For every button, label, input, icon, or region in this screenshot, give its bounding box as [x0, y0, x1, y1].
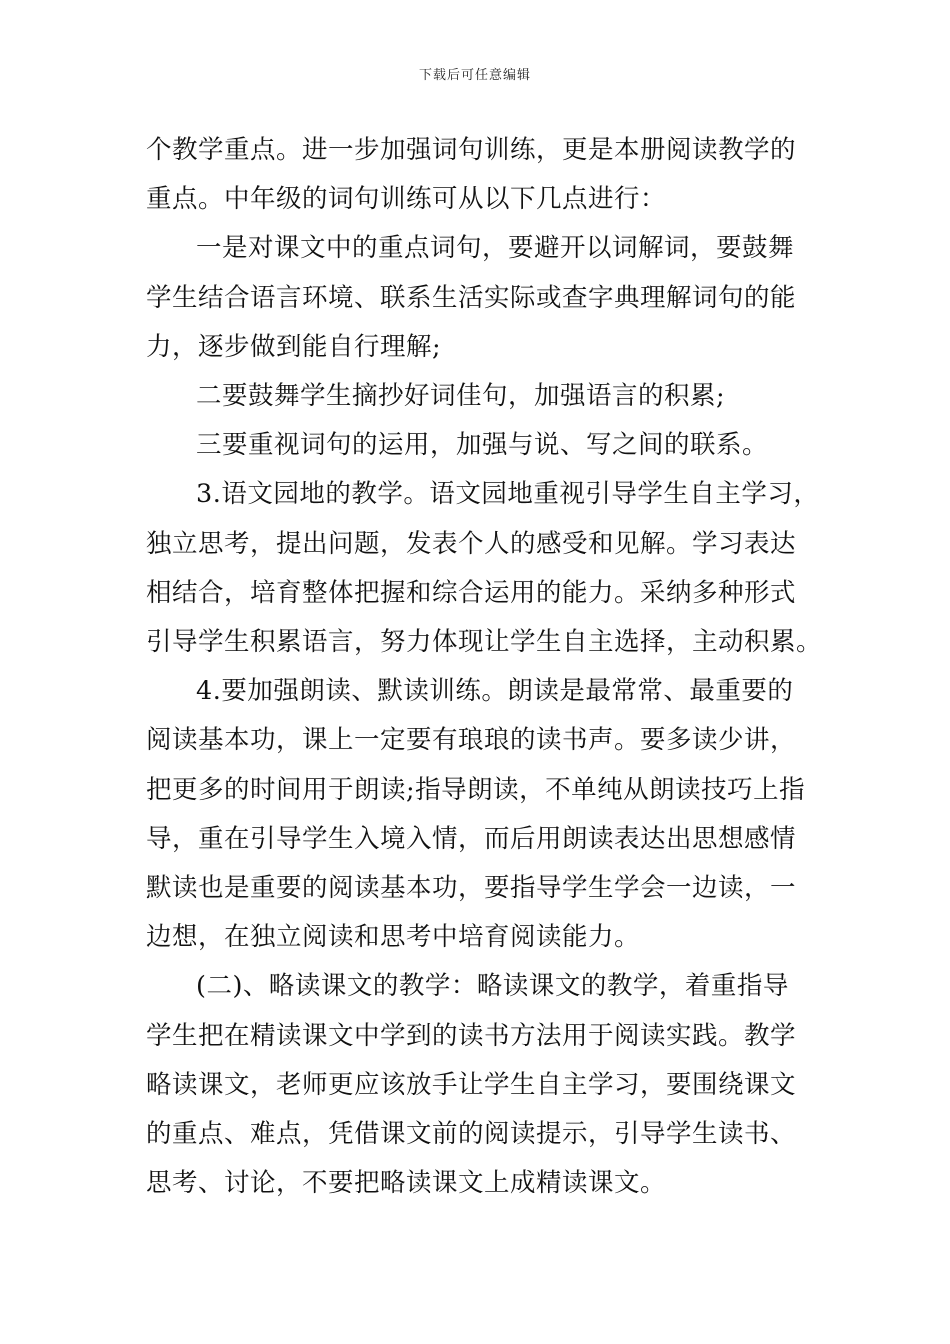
page-header: 下载后可任意编辑 — [418, 68, 531, 83]
text-line: 二要鼓舞学生摘抄好词佳句，加强语言的积累; — [196, 381, 726, 412]
text-line: 边想，在独立阅读和思考中培育阅读能力。 — [146, 922, 641, 953]
text-line: 三要重视词句的运用，加强与说、写之间的联系。 — [196, 430, 769, 461]
text-line: 一是对课文中的重点词句，要避开以词解词，要鼓舞 — [196, 233, 795, 264]
text-line: 独立思考，提出问题，发表个人的感受和见解。学习表达 — [146, 528, 797, 559]
text-line: 思考、讨论，不要把略读课文上成精读课文。 — [146, 1168, 667, 1199]
text-line: 3.语文园地的教学。语文园地重视引导学生自主学习， — [196, 479, 820, 510]
text-line: 4.要加强朗读、默读训练。朗读是最常常、最重要的 — [196, 676, 794, 707]
text-line: 阅读基本功，课上一定要有琅琅的读书声。要多读少讲， — [146, 725, 797, 756]
text-line: 重点。中年级的词句训练可从以下几点进行： — [146, 184, 667, 215]
text-line: 相结合，培育整体把握和综合运用的能力。采纳多种形式 — [146, 577, 797, 608]
document-body — [146, 126, 823, 1208]
text-line: 学生把在精读课文中学到的读书方法用于阅读实践。教学 — [146, 1020, 797, 1051]
text-line: 学生结合语言环境、联系生活实际或查字典理解词句的能 — [146, 282, 797, 313]
text-line: 略读课文，老师更应该放手让学生自主学习，要围绕课文 — [146, 1069, 797, 1100]
text-line: 引导学生积累语言，努力体现让学生自主选择，主动积累。 — [146, 627, 823, 658]
text-line: 把更多的时间用于朗读;指导朗读，不单纯从朗读技巧上指 — [146, 774, 806, 805]
text-line: 的重点、难点，凭借课文前的阅读提示，引导学生读书、 — [146, 1119, 797, 1150]
text-line: (二)、略读课文的教学：略读课文的教学，着重指导 — [196, 971, 789, 1002]
text-line: 力，逐步做到能自行理解; — [146, 331, 442, 362]
text-line: 导，重在引导学生入境入情，而后用朗读表达出思想感情 — [146, 823, 797, 854]
text-line: 默读也是重要的阅读基本功，要指导学生学会一边读，一 — [146, 873, 797, 904]
text-line: 个教学重点。进一步加强词句训练，更是本册阅读教学的 — [146, 135, 797, 165]
